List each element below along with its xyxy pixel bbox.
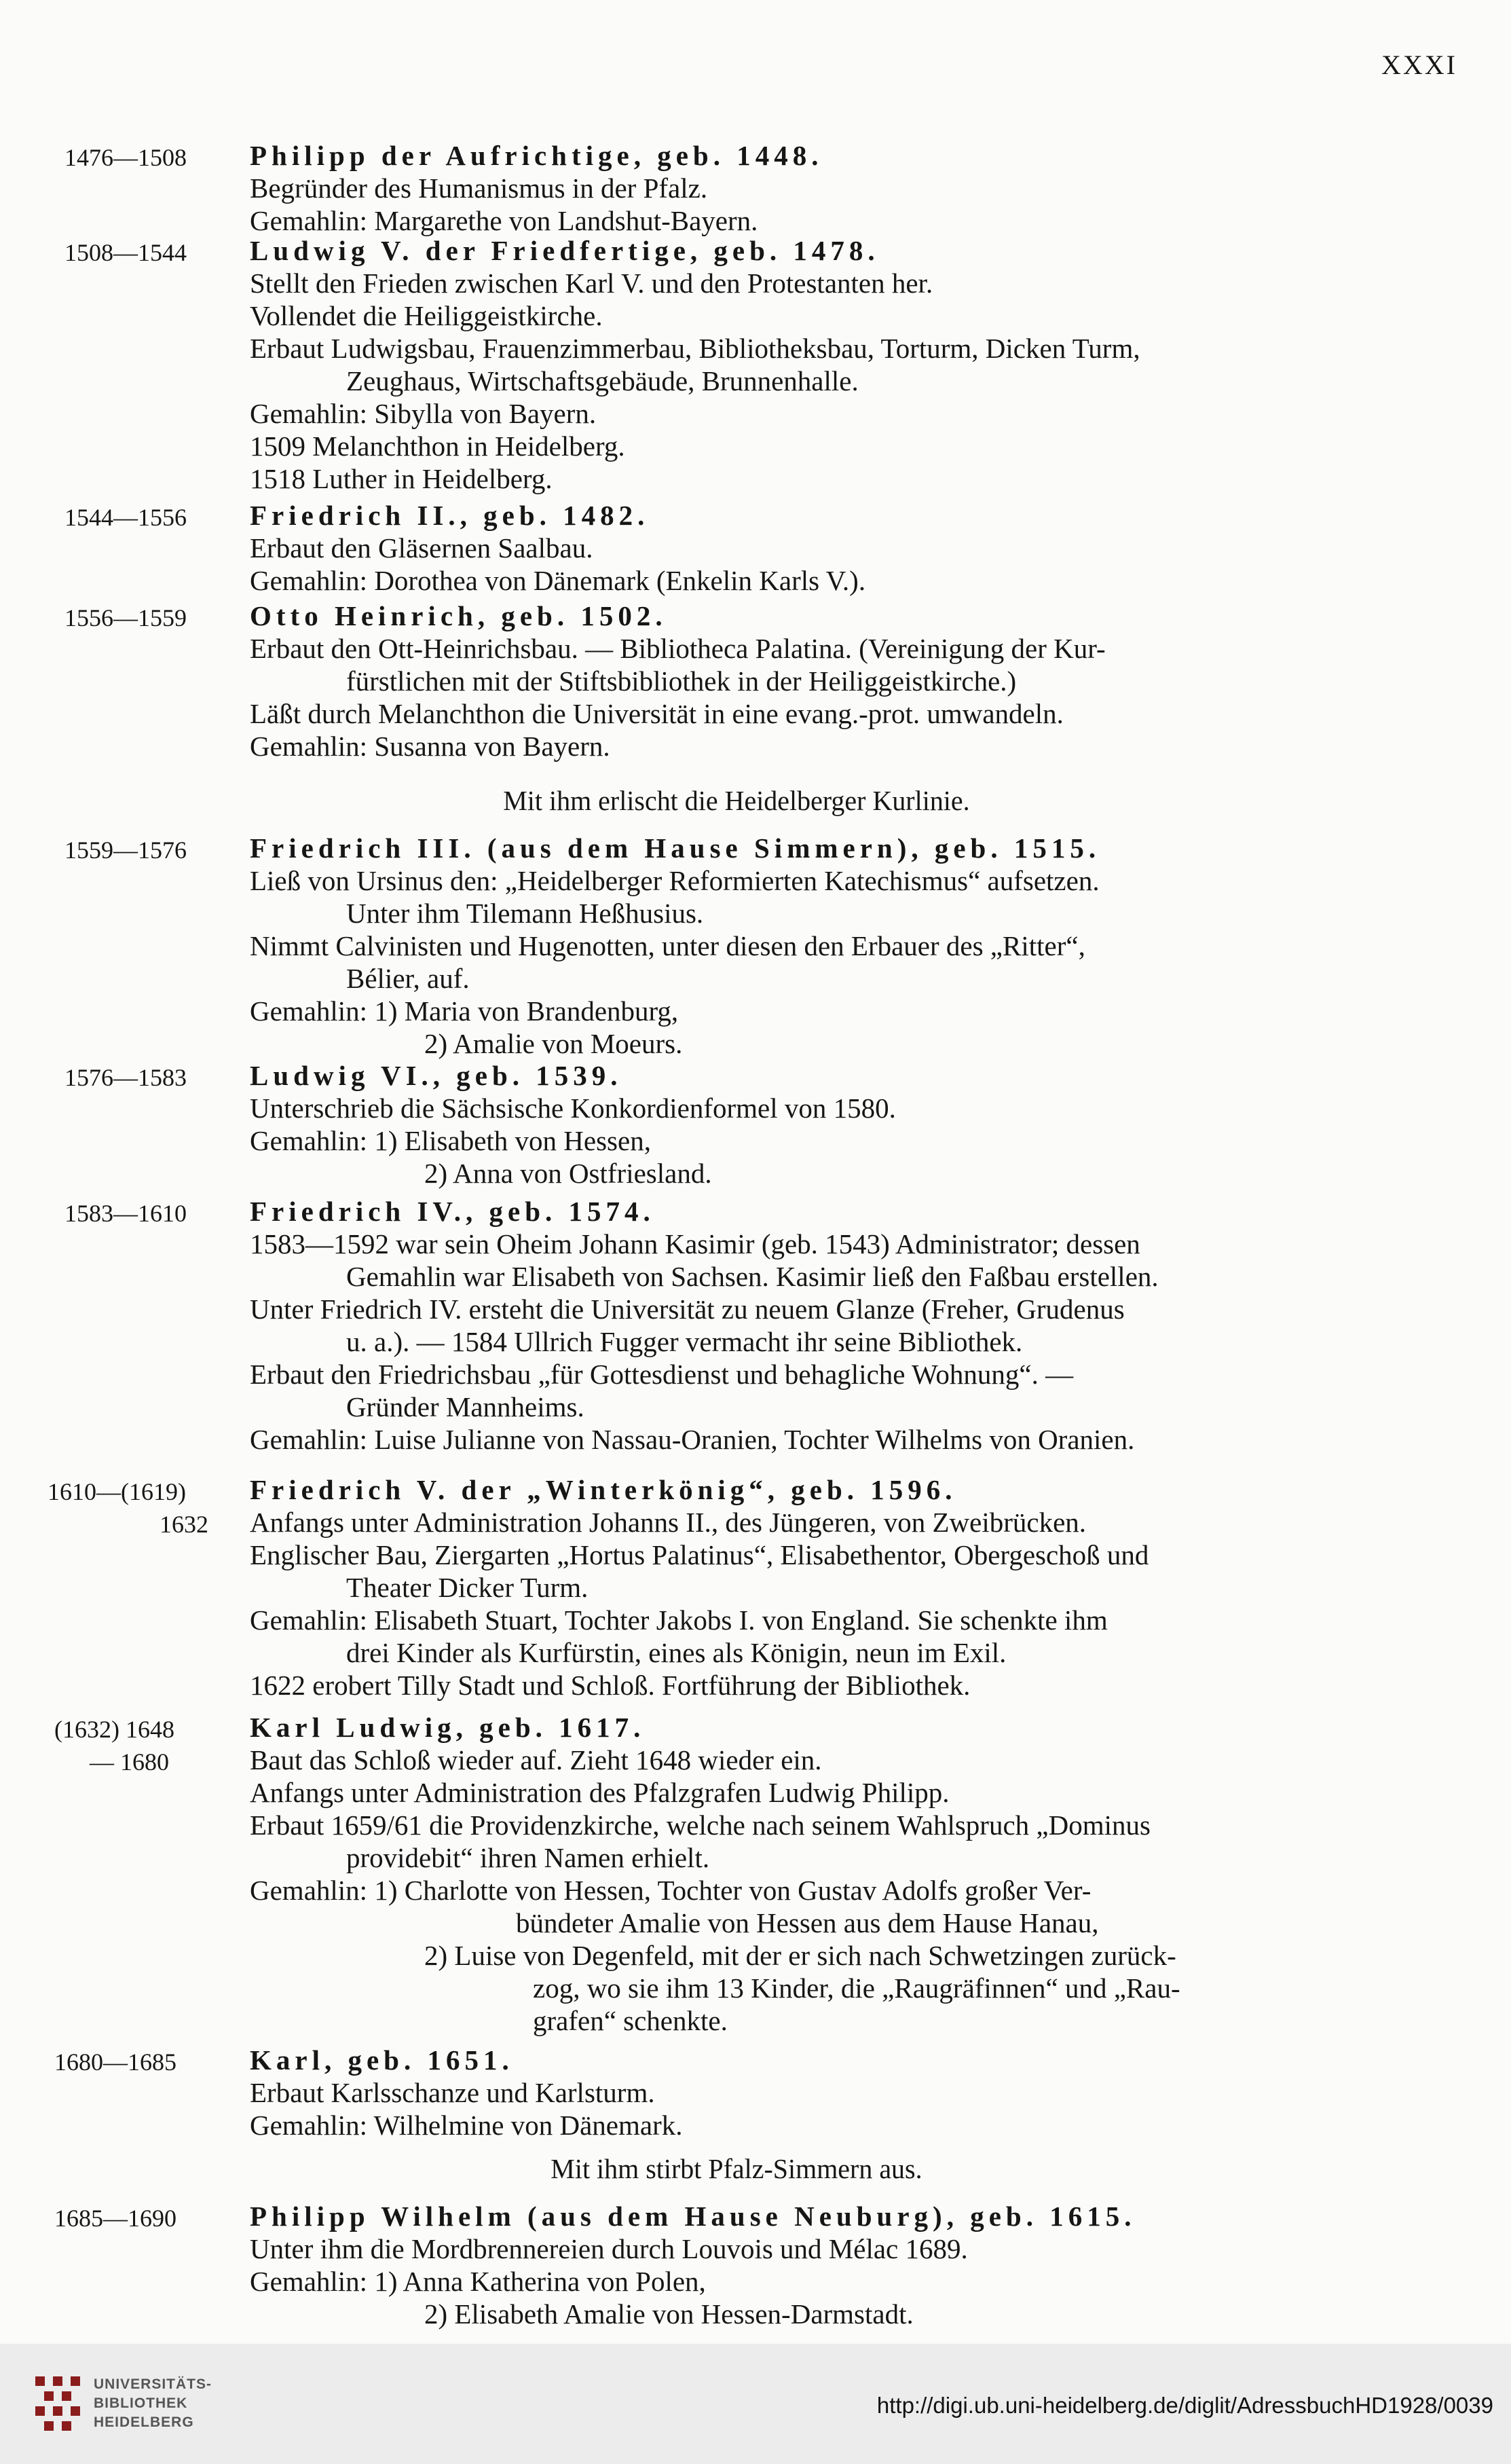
entry-line: zog, wo sie ihm 13 Kinder, die „Raugräfinnen“ und „Rau-	[533, 1972, 1180, 2004]
entry-line: Gemahlin: Elisabeth Stuart, Tochter Jakobs I. von England. Sie schenkte ihm	[250, 1604, 1108, 1636]
library-logo-icon	[33, 2372, 83, 2438]
entry-line: Gemahlin: Dorothea von Dänemark (Enkelin Karls V.).	[250, 565, 866, 596]
reign-years: 1508—1544	[64, 239, 187, 266]
entry-line: Unterschrieb die Sächsische Konkordienformel von 1580.	[250, 1092, 896, 1124]
entry-line: 1622 erobert Tilly Stadt und Schloß. Fortführung der Bibliothek.	[250, 1670, 971, 1701]
entry-line: Anfangs unter Administration des Pfalzgrafen Ludwig Philipp.	[250, 1777, 950, 1808]
entry-line: Zeughaus, Wirtschaftsgebäude, Brunnenhalle.	[346, 365, 859, 397]
entry-line: Gemahlin: 1) Anna Katherina von Polen,	[250, 2266, 706, 2297]
entry-line: Erbaut den Ott-Heinrichsbau. — Bibliotheca Palatina. (Vereinigung der Kur-	[250, 633, 1106, 664]
reign-years: 1544—1556	[64, 504, 187, 531]
entry-line: Anfangs unter Administration Johanns II., des Jüngeren, von Zweibrücken.	[250, 1507, 1087, 1538]
entry-line: Gemahlin: Sibylla von Bayern.	[250, 398, 597, 429]
ruler-name: Philipp Wilhelm (aus dem Hause Neuburg), geb. 1615.	[250, 2201, 1136, 2232]
ruler-name: Karl Ludwig, geb. 1617.	[250, 1712, 646, 1743]
entry-line: Stellt den Frieden zwischen Karl V. und den Protestanten her.	[250, 268, 933, 299]
entry-line: drei Kinder als Kurfürstin, eines als Königin, neun im Exil.	[346, 1637, 1007, 1668]
entry-line: Unter ihm die Mordbrennereien durch Louvois und Mélac 1689.	[250, 2233, 968, 2264]
entry-line: Erbaut 1659/61 die Providenzkirche, welche nach seinem Wahlspruch „Dominus	[250, 1809, 1151, 1841]
reign-years: 1632	[160, 1511, 208, 1538]
entry-line: 2) Anna von Ostfriesland.	[424, 1158, 712, 1189]
entry-line: Erbaut den Friedrichsbau „für Gottesdienst und behagliche Wohnung“. —	[250, 1359, 1074, 1390]
entry-line: Englischer Bau, Ziergarten „Hortus Palatinus“, Elisabethentor, Obergeschoß und	[250, 1539, 1149, 1570]
entry-line: Gemahlin: Wilhelmine von Dänemark.	[250, 2110, 683, 2141]
source-url-link[interactable]: http://digi.ub.uni-heidelberg.de/diglit/AdressbuchHD1928/0039	[876, 2393, 1493, 2418]
entry-line: fürstlichen mit der Stiftsbibliothek in der Heiliggeistkirche.)	[346, 665, 1017, 697]
reign-years: 1680—1685	[54, 2048, 176, 2076]
page-number: XXXI	[1381, 50, 1457, 80]
entry-line: Gemahlin: 1) Maria von Brandenburg,	[250, 995, 679, 1027]
ruler-name: Ludwig V. der Friedfertige, geb. 1478.	[250, 235, 880, 266]
entry-line: Gemahlin: Susanna von Bayern.	[250, 731, 610, 762]
ruler-name: Philipp der Aufrichtige, geb. 1448.	[250, 140, 823, 171]
reign-years: 1576—1583	[64, 1064, 187, 1091]
entry-line: 2) Amalie von Moeurs.	[424, 1028, 683, 1059]
ruler-name: Ludwig VI., geb. 1539.	[250, 1060, 622, 1091]
entry-line: Vollendet die Heiliggeistkirche.	[250, 300, 603, 331]
entry-line: Unter ihm Tilemann Heßhusius.	[346, 898, 704, 929]
entry-line: Baut das Schloß wieder auf. Zieht 1648 wieder ein.	[250, 1744, 822, 1776]
entry-line: Bélier, auf.	[346, 963, 470, 994]
reign-years: 1559—1576	[64, 836, 187, 864]
entry-line: 1518 Luther in Heidelberg.	[250, 463, 553, 494]
entry-line: Läßt durch Melanchthon die Universität in eine evang.-prot. umwandeln.	[250, 698, 1064, 729]
ruler-name: Friedrich IV., geb. 1574.	[250, 1196, 655, 1227]
entry-line: bündeter Amalie von Hessen aus dem Hause Hanau,	[516, 1907, 1099, 1938]
ruler-name: Friedrich II., geb. 1482.	[250, 500, 650, 531]
ruler-name: Karl, geb. 1651.	[250, 2044, 514, 2076]
entry-line: 2) Luise von Degenfeld, mit der er sich nach Schwetzingen zurück-	[424, 1940, 1176, 1971]
reign-years: 1476—1508	[64, 144, 187, 171]
ruler-name: Friedrich V. der „Winterkönig“, geb. 1596.	[250, 1474, 957, 1505]
reign-years: 1610—(1619)	[48, 1478, 186, 1505]
logo-line-1: UNIVERSITÄTS-	[94, 2376, 212, 2392]
section-note-text: Mit ihm erlischt die Heidelberger Kurlinie.	[503, 785, 970, 816]
entry-line: Gemahlin: 1) Elisabeth von Hessen,	[250, 1125, 651, 1156]
reign-years: — 1680	[90, 1748, 169, 1776]
entry-line: u. a.). — 1584 Ullrich Fugger vermacht ihr seine Bibliothek.	[346, 1326, 1023, 1357]
ruler-name: Friedrich III. (aus dem Hause Simmern), geb. 1515.	[250, 832, 1101, 864]
footer-bar	[0, 2344, 1511, 2464]
entry-line: Nimmt Calvinisten und Hugenotten, unter diesen den Erbauer des „Ritter“,	[250, 930, 1085, 961]
entry-line: 1509 Melanchthon in Heidelberg.	[250, 430, 625, 462]
reign-years: 1556—1559	[64, 604, 187, 631]
entry-line: Erbaut den Gläsernen Saalbau.	[250, 532, 593, 564]
entry-line: Ließ von Ursinus den: „Heidelberger Reformierten Katechismus“ aufsetzen.	[250, 865, 1100, 896]
entry-line: Begründer des Humanismus in der Pfalz.	[250, 172, 708, 204]
entry-line: Gemahlin: Luise Julianne von Nassau-Oranien, Tochter Wilhelms von Oranien.	[250, 1424, 1135, 1455]
section-note-text: Mit ihm stirbt Pfalz-Simmern aus.	[551, 2153, 922, 2184]
entry-line: Gemahlin war Elisabeth von Sachsen. Kasimir ließ den Faßbau erstellen.	[346, 1261, 1159, 1292]
logo-line-2: BIBLIOTHEK	[94, 2395, 188, 2411]
entry-line: Gemahlin: 1) Charlotte von Hessen, Tochter von Gustav Adolfs großer Ver-	[250, 1875, 1092, 1906]
logo-line-3: HEIDELBERG	[94, 2414, 194, 2430]
reign-years: 1583—1610	[64, 1200, 187, 1227]
ruler-name: Otto Heinrich, geb. 1502.	[250, 600, 667, 631]
entry-line: Unter Friedrich IV. ersteht die Universität zu neuem Glanze (Freher, Grudenus	[250, 1293, 1125, 1325]
entry-line: providebit“ ihren Namen erhielt.	[346, 1842, 710, 1873]
entry-line: Erbaut Karlsschanze und Karlsturm.	[250, 2077, 655, 2108]
entry-line: 1583—1592 war sein Oheim Johann Kasimir (geb. 1543) Administrator; dessen	[250, 1228, 1140, 1259]
entry-line: grafen“ schenkte.	[533, 2005, 728, 2036]
reign-years: (1632) 1648	[54, 1716, 174, 1743]
entry-line: 2) Elisabeth Amalie von Hessen-Darmstadt.	[424, 2298, 914, 2330]
entry-line: Gemahlin: Margarethe von Landshut-Bayern.	[250, 205, 758, 236]
entry-line: Theater Dicker Turm.	[346, 1572, 589, 1603]
reign-years: 1685—1690	[54, 2205, 176, 2232]
entry-line: Gründer Mannheims.	[346, 1391, 584, 1422]
entry-line: Erbaut Ludwigsbau, Frauenzimmerbau, Bibliotheksbau, Torturm, Dicken Turm,	[250, 333, 1140, 364]
